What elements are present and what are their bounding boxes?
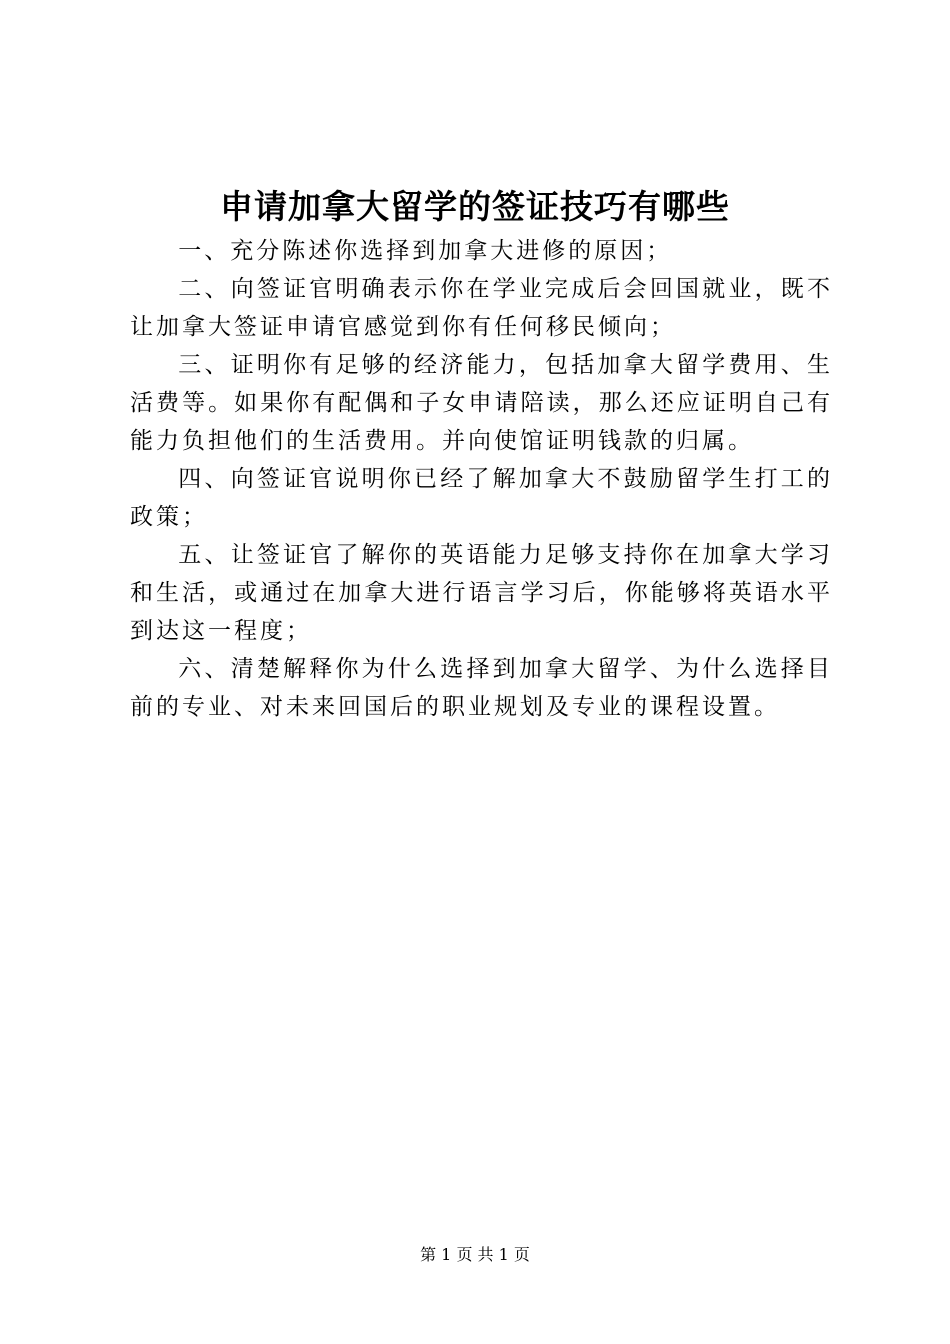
document-title: 申请加拿大留学的签证技巧有哪些 [220,187,730,226]
paragraph-5: 五、让签证官了解你的英语能力足够支持你在加拿大学习和生活，或通过在加拿大进行语言学习后，你能够将英语水平到达这一程度； [130,542,833,644]
paragraph-4: 四、向签证官说明你已经了解加拿大不鼓励留学生打工的政策； [130,466,833,530]
paragraph-1: 一、充分陈述你选择到加拿大进修的原因； [178,238,673,264]
document-body [130,232,833,726]
paragraph-2: 二、向签证官明确表示你在学业完成后会回国就业，既不让加拿大签证申请官感觉到你有任何移民倾向； [130,276,833,340]
page-footer: 第 1 页 共 1 页 [420,1245,530,1264]
paragraph-6: 六、清楚解释你为什么选择到加拿大留学、为什么选择目前的专业、对未来回国后的职业规划及专业的课程设置。 [130,656,833,720]
paragraph-3: 三、证明你有足够的经济能力，包括加拿大留学费用、生活费等。如果你有配偶和子女申请陪读，那么还应证明自己有能力负担他们的生活费用。并向使馆证明钱款的归属。 [130,352,833,454]
